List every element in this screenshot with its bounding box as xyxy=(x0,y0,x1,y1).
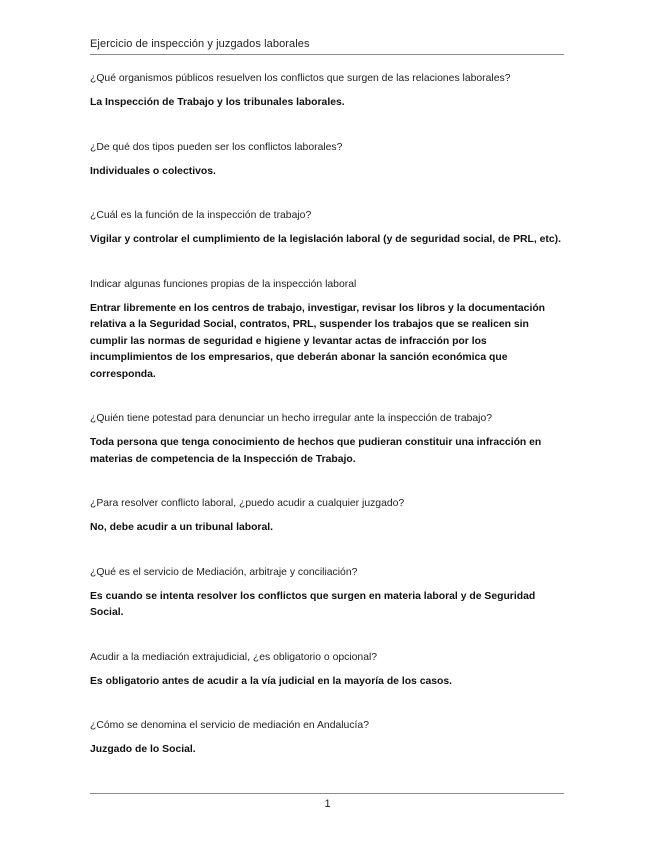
header-divider xyxy=(90,54,564,55)
qa-item xyxy=(90,278,564,384)
answer-text: No, debe acudir a un tribunal laboral. xyxy=(90,522,274,533)
answer-text: Entrar libremente en los centros de trabajo, investigar, revisar los libros y la documentación relativa a la Seguridad Social, contratos, PRL, suspender los trabajos que se realicen sin cumplir las normas de seguridad e higiene y levantar actas de infracción por los incumplimientos de los empresarios, que deberán abonar la sanción económica que corresponda. xyxy=(90,302,546,380)
qa-item xyxy=(90,141,564,181)
answer-text: Toda persona que tenga conocimiento de hechos que pudieran constituir una infracción en materias de competencia de la Inspección de Trabajo. xyxy=(90,437,542,465)
question-text: ¿De qué dos tipos pueden ser los conflictos laborales? xyxy=(90,141,343,153)
question-text: ¿Para resolver conflicto laboral, ¿puedo acudir a cualquier juzgado? xyxy=(90,498,405,509)
footer-divider xyxy=(90,793,564,794)
answer-text: Juzgado de lo Social. xyxy=(90,744,196,755)
answer-text: Es cuando se intenta resolver los conflictos que surgen en materia laboral y de Seguridad Social. xyxy=(90,590,536,618)
question-text: ¿Cómo se denomina el servicio de mediación en Andalucía? xyxy=(90,720,369,731)
page-number: 1 xyxy=(324,798,331,810)
qa-item xyxy=(90,412,564,468)
qa-item xyxy=(90,497,564,537)
qa-list xyxy=(90,72,564,759)
qa-item xyxy=(90,209,564,249)
answer-text: Es obligatorio antes de acudir a la vía judicial en la mayoría de los casos. xyxy=(90,675,453,687)
qa-item xyxy=(90,566,564,622)
question-text: Indicar algunas funciones propias de la inspección laboral xyxy=(90,278,357,290)
answer-text: La Inspección de Trabajo y los tribunales laborales. xyxy=(90,97,345,108)
question-text: ¿Quién tiene potestad para denunciar un hecho irregular ante la inspección de trabajo? xyxy=(90,413,493,424)
question-text: Acudir a la mediación extrajudicial, ¿es obligatorio o opcional? xyxy=(90,651,378,663)
answer-text: Individuales o colectivos. xyxy=(90,165,216,177)
answer-text: Vigilar y controlar el cumplimiento de la legislación laboral (y de seguridad social, de PRL, etc). xyxy=(90,234,561,245)
question-text: ¿Qué organismos públicos resuelven los conflictos que surgen de las relaciones laborales? xyxy=(90,73,511,84)
page-header-title: Ejercicio de inspección y juzgados laborales xyxy=(90,38,310,50)
qa-item xyxy=(90,719,564,759)
question-text: ¿Qué es el servicio de Mediación, arbitraje y conciliación? xyxy=(90,566,358,578)
question-text: ¿Cuál es la función de la inspección de trabajo? xyxy=(90,210,312,221)
qa-item xyxy=(90,651,564,691)
qa-item xyxy=(90,72,564,112)
